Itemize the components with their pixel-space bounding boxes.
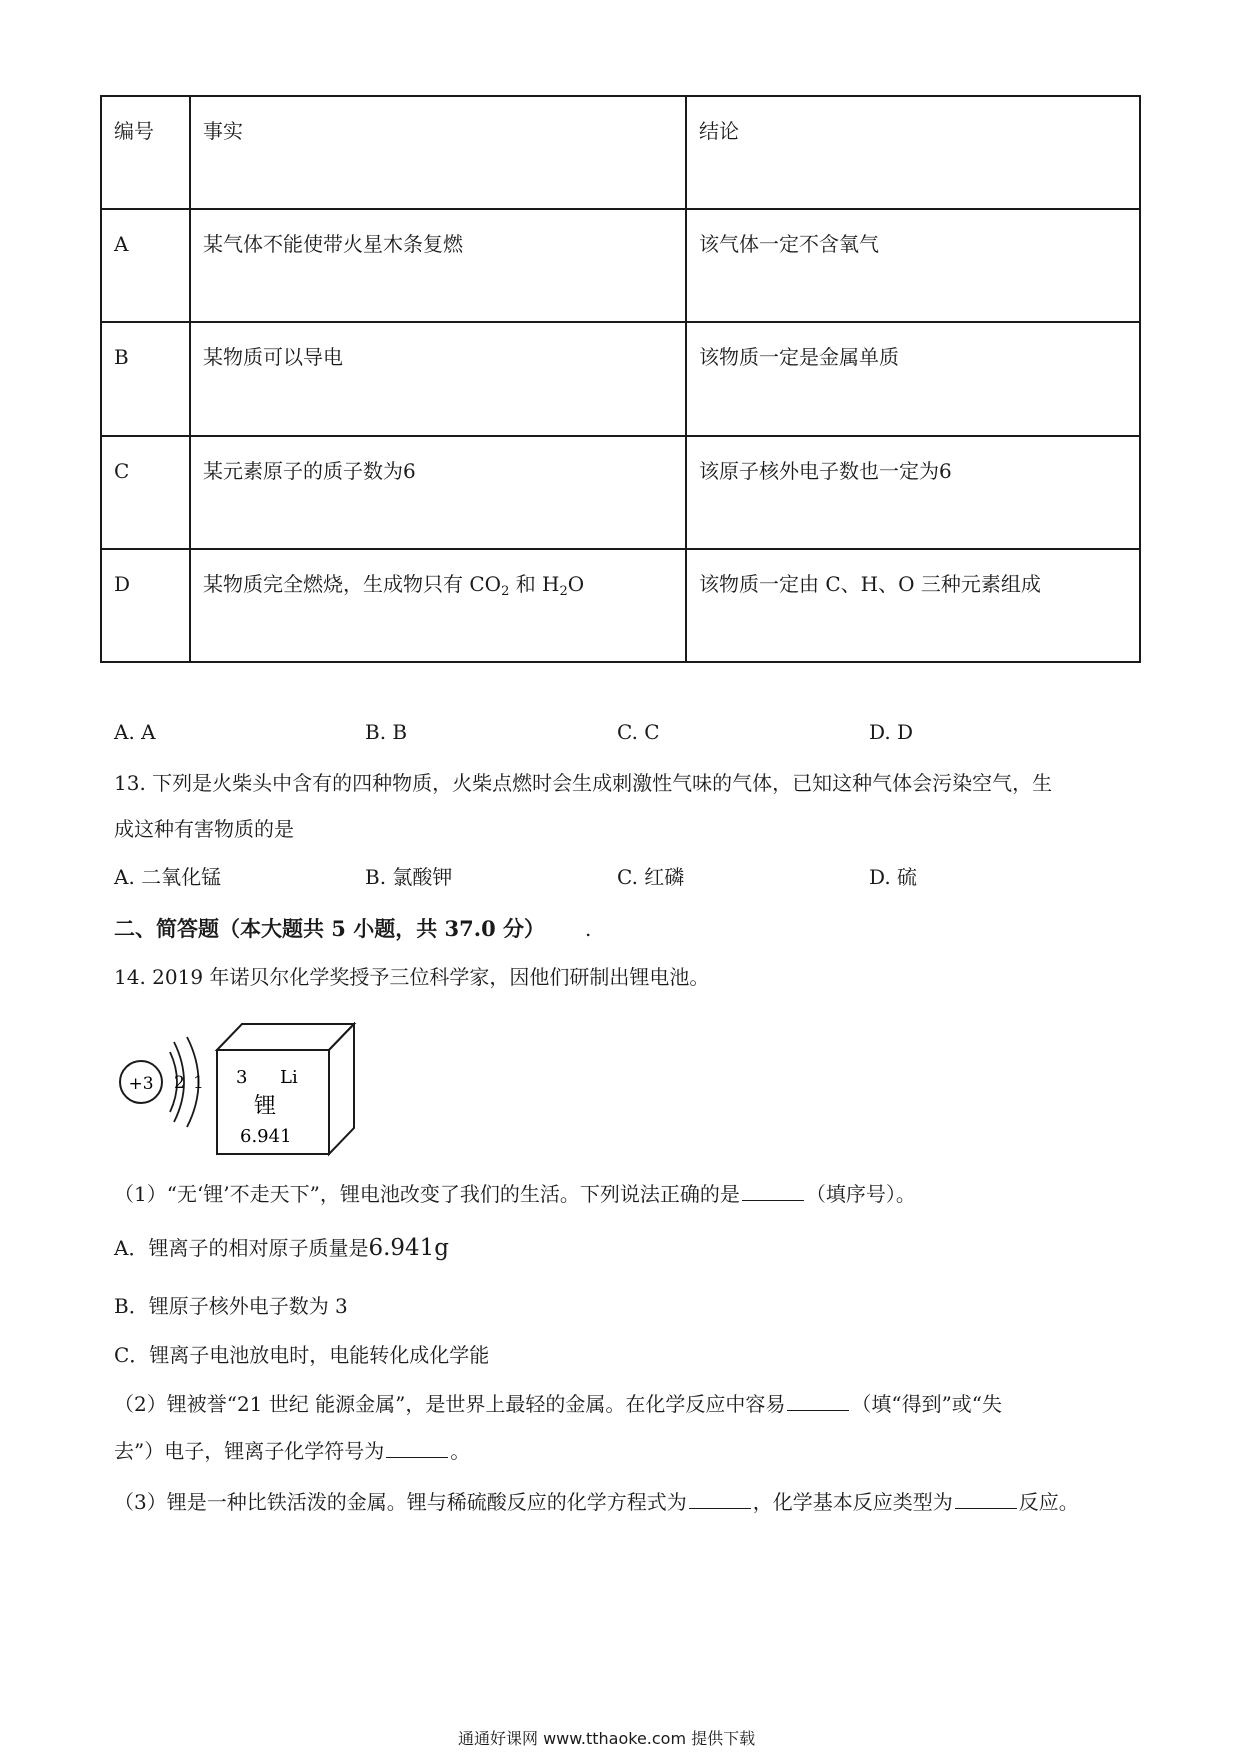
shell2-electrons: 1 [193,1073,204,1093]
q14-part1 [114,1180,916,1208]
q14-stem: 14. 2019 年诺贝尔化学奖授予三位科学家，因他们研制出锂电池。 [114,965,710,989]
q14-option-a [114,1234,449,1262]
part3-text: （3）锂是一种比铁活泼的金属。锂与稀硫酸反应的化学方程式为 [114,1490,687,1514]
table-header-row [101,96,1140,209]
table-row [101,322,1140,435]
q14-part2-line2 [114,1437,470,1465]
part2-line2-text: 去”）电子，锂离子化学符号为 [114,1439,385,1463]
row-conclusion: 该原子核外电子数也一定为6 [686,436,1140,549]
answer-blank[interactable] [742,1180,804,1201]
q13-option-a: A. 二氧化锰 [114,865,222,889]
q14-part3 [114,1488,1079,1516]
part1-text: （1）“无‘锂’不走天下”，锂电池改变了我们的生活。下列说法正确的是 [114,1182,740,1206]
row-conclusion: 该气体一定不含氧气 [686,209,1140,322]
option-a-text: A．锂离子的相对原子质量是 [114,1236,369,1260]
q12-option-d: D. D [869,720,914,744]
shell1-electrons: 2 [174,1073,185,1093]
row-fact [190,549,686,662]
part3-text-mid: ，化学基本反应类型为 [752,1490,953,1514]
q13-option-b: B. 氯酸钾 [365,865,453,889]
row-id: D [101,549,190,662]
q13-stem-line1: 13. 下列是火柴头中含有的四种物质，火柴点燃时会生成刺激性气味的气体，已知这种气体会污染空气，生 [114,771,1053,795]
table-row [101,436,1140,549]
q12-option-a: A. A [114,720,156,744]
element-card [212,1020,362,1160]
element-symbol: Li [280,1067,298,1088]
subscript: 2 [501,583,510,599]
atomic-number: 3 [236,1067,248,1088]
header-cell: 结论 [686,96,1140,209]
answer-blank[interactable] [386,1437,448,1458]
fact-text: O [567,571,585,596]
element-name: 锂 [254,1094,277,1119]
atomic-mass: 6.941 [240,1126,292,1147]
answer-blank[interactable] [787,1390,849,1411]
row-id: C [101,436,190,549]
row-fact: 某物质可以导电 [190,322,686,435]
option-a-value: 6.941g [368,1235,450,1261]
answer-blank[interactable] [955,1488,1017,1509]
table-row [101,209,1140,322]
part2-text-after: （填“得到”或“失 [851,1392,1003,1416]
row-conclusion: 该物质一定由 C、H、O 三种元素组成 [686,549,1140,662]
facts-table [100,95,1141,663]
q14-option-b: B．锂原子核外电子数为 3 [114,1294,348,1318]
subscript: 2 [559,583,568,599]
row-id: A [101,209,190,322]
section-title: 二、简答题（本大题共 5 小题，共 37.0 分） [114,916,546,941]
q14-part2-line1 [114,1390,1002,1418]
row-conclusion: 该物质一定是金属单质 [686,322,1140,435]
q12-option-c: C. C [617,720,660,744]
answer-blank[interactable] [689,1488,751,1509]
row-fact: 某气体不能使带火星木条复燃 [190,209,686,322]
part1-text-after: （填序号）。 [805,1182,916,1206]
fact-text: 和 H [509,571,560,596]
q13-stem-line2: 成这种有害物质的是 [114,817,294,841]
table-row [101,549,1140,662]
section-title-dot: . [585,917,592,941]
page-footer: 通通好课网 www.tthaoke.com 提供下载 [458,1729,756,1748]
fact-text: 某物质完全燃烧，生成物只有 CO [203,571,502,596]
q13-option-d: D. 硫 [869,865,918,889]
row-id: B [101,322,190,435]
header-cell: 编号 [101,96,190,209]
part3-text-after: 反应。 [1018,1490,1079,1514]
nucleus-charge: +3 [128,1074,154,1094]
part2-text: （2）锂被誉“21 世纪 能源金属”，是世界上最轻的金属。在化学反应中容易 [114,1392,786,1416]
q13-option-c: C. 红磷 [617,865,685,889]
q12-option-b: B. B [365,720,408,744]
part2-line2-after: 。 [450,1439,471,1463]
header-cell: 事实 [190,96,686,209]
row-fact: 某元素原子的质子数为6 [190,436,686,549]
q14-option-c: C．锂离子电池放电时，电能转化成化学能 [114,1343,490,1367]
atom-structure-diagram [112,1022,212,1142]
